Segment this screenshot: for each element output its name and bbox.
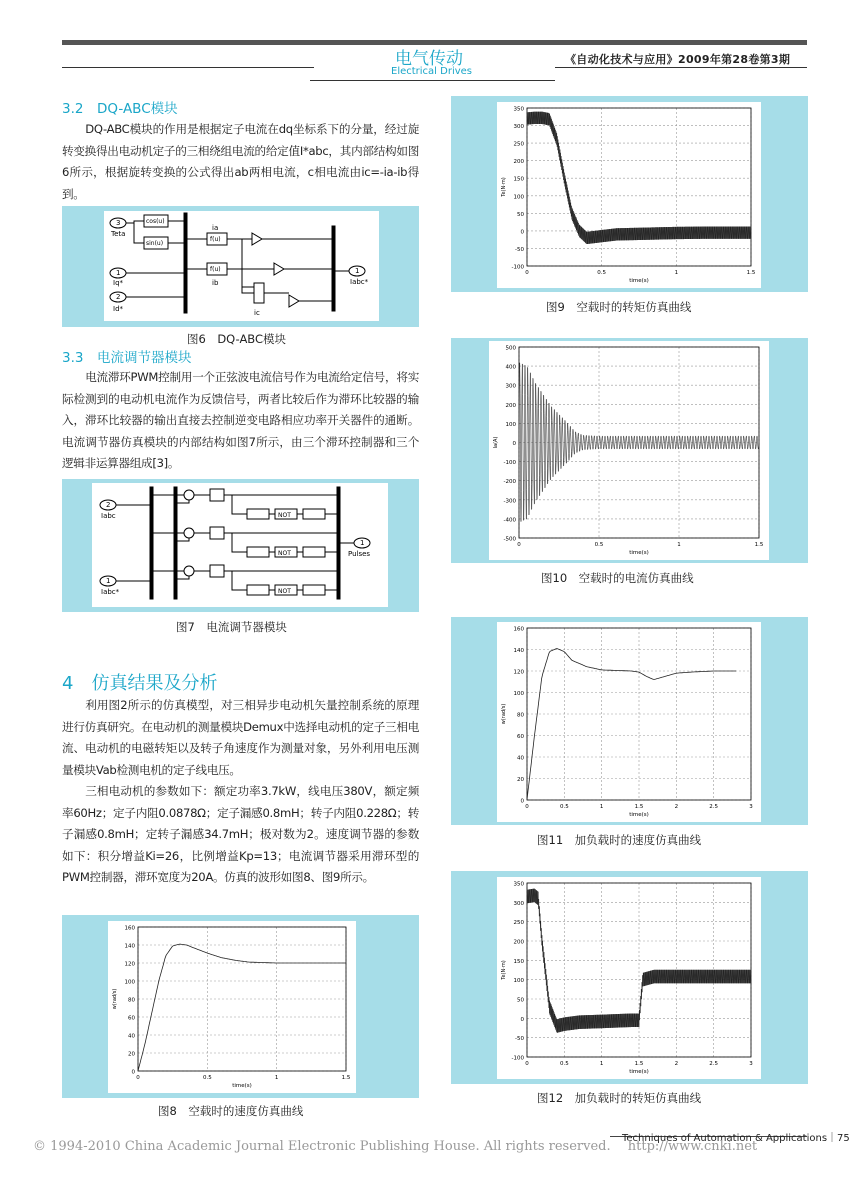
fig9-caption: 图9 空载时的转矩仿真曲线 [546, 300, 692, 314]
fig11-xtick-label: 2 [674, 804, 679, 810]
fig6-frame [62, 206, 419, 327]
fig9-ytick-label: 100 [513, 194, 524, 201]
fig8-ytick-label: 60 [128, 1015, 135, 1022]
header-rule-left [62, 67, 314, 68]
fig6-fu1: f(u) [210, 236, 221, 243]
fig10-ytick-label: 500 [505, 345, 516, 352]
fig12-xtick-label: 1 [599, 1061, 604, 1067]
fig8-ytick-label: 120 [124, 961, 135, 968]
fig6-diagram [104, 211, 379, 321]
fig11-xtick-label: 1.5 [634, 804, 644, 810]
fig10-ytick-label: -100 [503, 460, 516, 467]
para-4-p1: 利用图2所示的仿真模型，对三相异步电动机矢量控制系统的原理进行仿真研究。在电动机的测量模块Demux中选择电动机的定子三相电流、电动机的电磁转矩以及转子角速度作为测量对象，另外利用电压测量模块Vab检测电机的定子线电压。 [62, 698, 419, 777]
fig9-ytick-label: -100 [511, 264, 524, 271]
para-3-2 [62, 119, 419, 205]
fig11-ytick-label: 120 [513, 669, 524, 676]
fig6-fu2: f(u) [210, 266, 221, 273]
fig11-ytick-label: 0 [520, 798, 524, 805]
fig10-ytick-label: -300 [503, 498, 516, 505]
para-3-2-text: DQ-ABC模块的作用是根据定子电流在dq坐标系下的分量，经过旋转变换得出电动机定子的三相绕组电流的给定值I*abc，其内部结构如图6所示，根据旋转变换的公式得出ab两相电流，c相电流由ic=-ia-ib得到。 [62, 122, 419, 201]
fig12-ytick-label: 50 [517, 997, 524, 1004]
heading-4: 4 仿真结果及分析 [62, 673, 218, 694]
fig12-ytick-label: -50 [515, 1036, 524, 1043]
fig8-caption: 图8 空载时的速度仿真曲线 [158, 1104, 304, 1118]
fig11-series-line [527, 649, 736, 800]
fig8-ytick-label: 0 [131, 1069, 135, 1076]
fig7-caption: 图7 电流调节器模块 [176, 620, 287, 634]
header-rule-right [555, 67, 807, 68]
fig8-ytick-label: 20 [128, 1051, 135, 1058]
fig10-xlabel: time(s) [629, 550, 649, 556]
fig8-ytick-label: 40 [128, 1033, 135, 1040]
fig9-axes-box [527, 108, 751, 266]
fig9-xtick-label: 0.5 [597, 270, 607, 276]
fig7-in2: 2 [106, 501, 111, 509]
fig12-ytick-label: 250 [513, 920, 524, 927]
fig7-out1: 1 [360, 539, 365, 547]
fig11-ytick-label: 140 [513, 648, 524, 654]
fig9-ytick-label: 350 [513, 106, 524, 113]
fig11-xtick-label: 3 [749, 804, 753, 810]
fig11-ytick-label: 160 [513, 626, 524, 633]
fig9-chart [497, 102, 761, 288]
fig12-xtick-label: 1.5 [634, 1061, 644, 1067]
fig8-chart [108, 921, 356, 1093]
fig6-ic: ic [254, 309, 260, 317]
fig6-in2: 2 [116, 293, 121, 301]
fig12-ytick-label: 350 [513, 881, 524, 888]
fig12-ytick-label: -100 [511, 1055, 524, 1062]
fig11-ytick-label: 60 [517, 734, 524, 740]
fig9-xlabel: time(s) [629, 278, 649, 284]
fig11-ytick-label: 80 [517, 712, 524, 719]
fig10-ytick-label: 0 [512, 441, 516, 447]
para-3-3 [62, 367, 419, 475]
fig12-ytick-label: 300 [513, 900, 524, 907]
fig6-in1: 1 [116, 269, 121, 277]
fig8-xtick-label: 0.5 [202, 1075, 212, 1081]
heading-3-3: 3.3 电流调节器模块 [62, 350, 192, 366]
fig9-series-line [527, 112, 751, 244]
fig10-xtick-label: 1.5 [754, 542, 764, 548]
fig9-ytick-label: 250 [513, 141, 524, 148]
fig12-xlabel: time(s) [629, 1069, 649, 1075]
fig10-ytick-label: 200 [505, 402, 516, 409]
section-title-en: Electrical Drives [391, 66, 473, 77]
fig9-ytick-label: 50 [517, 211, 524, 218]
journal-info: 《自动化技术与应用》2009年第28卷第3期 [565, 53, 791, 66]
fig12-frame [451, 871, 808, 1084]
fig10-ytick-label: 300 [505, 383, 516, 390]
fig7-not1: NOT [278, 512, 291, 519]
fig12-ytick-label: 150 [513, 958, 524, 965]
fig12-xtick-label: 2.5 [709, 1061, 719, 1067]
fig9-ytick-label: 0 [520, 229, 524, 236]
heading-3-2: 3.2 DQ-ABC模块 [62, 101, 178, 117]
fig10-ytick-label: 400 [505, 364, 516, 371]
fig10-series-line [519, 363, 759, 522]
fig8-xtick-label: 1 [274, 1075, 279, 1081]
fig7-not3: NOT [278, 588, 291, 595]
fig8-frame [62, 915, 419, 1098]
fig6-iabc: Iabc* [350, 278, 369, 286]
fig7-diagram [92, 483, 388, 607]
fig10-frame [451, 338, 808, 563]
fig11-frame [451, 617, 808, 825]
fig6-ib: ib [212, 279, 219, 287]
fig12-xtick-label: 3 [749, 1061, 753, 1067]
fig10-xtick-label: 1 [677, 542, 681, 548]
fig7-not2: NOT [278, 550, 291, 557]
fig8-ytick-label: 160 [124, 925, 135, 932]
fig6-sin: sin(u) [146, 240, 164, 247]
fig7-iabc: Iabc [101, 512, 116, 520]
fig8-ytick-label: 140 [124, 943, 135, 950]
fig10-ytick-label: -200 [503, 479, 516, 486]
copyright: © 1994-2010 China Academic Journal Electronic Publishing House. All rights reserved. http://www.cnki.net [33, 1139, 758, 1154]
fig6-svg [104, 211, 379, 321]
fig9-ylabel: Te(N·m) [501, 177, 507, 197]
fig12-xtick-label: 0 [525, 1061, 529, 1067]
fig11-xtick-label: 1 [599, 804, 604, 810]
fig9-ytick-label: 200 [513, 159, 524, 166]
fig10-ytick-label: 100 [505, 421, 516, 428]
fig8-xtick-label: 0 [136, 1075, 140, 1081]
fig6-in3: 3 [116, 219, 121, 227]
fig9-ytick-label: 150 [513, 176, 524, 183]
fig9-ytick-label: 300 [513, 124, 524, 131]
para-3-3-text: 电流滞环PWM控制用一个正弦波电流信号作为电流给定信号，将实际检测到的电动机电流作为反馈信号，两者比较后作为滞环比较器的输入，滞环比较器的输出直接去控制逆变电路相应功率开关器件的通断。电流调节器仿真模块的内部结构如图7所示，由三个滞环控制器和三个逻辑非运算器组成[3]。 [62, 370, 419, 470]
fig11-ytick-label: 40 [517, 755, 524, 762]
fig9-frame [451, 96, 808, 292]
para-4-p2: 三相电动机的参数如下：额定功率3.7kW，线电压380V，额定频率60Hz；定子内阻0.0878Ω；定子漏感0.8mH；转子内阻0.228Ω；转子漏感0.8mH；定转子漏感34.7mH；极对数为2。速度调节器的参数如下：积分增益Ki=26，比例增益Kp=13；电流调节器采用滞环型的PWM控制器，滞环宽度为20A。仿真的波形如图8、图9所示。 [62, 784, 419, 884]
fig9-xtick-label: 1 [674, 270, 679, 276]
fig11-xtick-label: 2.5 [709, 804, 719, 810]
fig9-xtick-label: 0 [525, 270, 529, 276]
fig7-in1: 1 [106, 577, 111, 585]
fig8-ytick-label: 80 [128, 997, 135, 1004]
fig7-svg [92, 483, 388, 607]
header-rule-center [310, 80, 555, 81]
fig10-xtick-label: 0.5 [594, 542, 604, 548]
fig11-ytick-label: 20 [517, 777, 524, 783]
fig10-ylabel: Ia(A) [493, 436, 499, 449]
fig11-xlabel: time(s) [629, 812, 649, 818]
fig12-ytick-label: 0 [520, 1016, 524, 1023]
fig9-ytick-label: -50 [515, 246, 524, 253]
fig6-teta: Teta [111, 230, 126, 238]
fig7-pulses: Pulses [348, 550, 371, 558]
fig8-ytick-label: 100 [124, 979, 135, 986]
fig10-xtick-label: 0 [517, 542, 521, 548]
fig11-ylabel: w(rad/s) [501, 703, 507, 725]
fig10-chart [489, 341, 769, 560]
fig10-ytick-label: -500 [503, 536, 516, 543]
fig11-ytick-label: 100 [513, 691, 524, 697]
fig7-iabcs: Iabc* [101, 588, 120, 596]
fig10-caption: 图10 空载时的电流仿真曲线 [541, 571, 694, 585]
fig6-id: Id* [113, 305, 124, 313]
fig12-xtick-label: 0.5 [559, 1061, 569, 1067]
fig11-caption: 图11 加负载时的速度仿真曲线 [537, 833, 702, 847]
fig7-frame [62, 479, 419, 612]
fig12-chart [497, 877, 761, 1079]
fig12-ytick-label: 100 [513, 978, 524, 985]
fig12-ytick-label: 200 [513, 939, 524, 946]
para-4 [62, 695, 419, 889]
fig11-chart [497, 622, 761, 822]
fig9-xtick-label: 1.5 [746, 270, 756, 276]
fig6-out1: 1 [355, 267, 360, 275]
fig10-ytick-label: -400 [503, 517, 516, 524]
fig8-ylabel: w(rad/s) [112, 988, 118, 1010]
fig12-ylabel: Te(N·m) [501, 960, 507, 980]
fig6-caption: 图6 DQ-ABC模块 [187, 332, 287, 346]
fig12-caption: 图12 加负载时的转矩仿真曲线 [537, 1091, 702, 1105]
fig6-ia: ia [212, 224, 219, 232]
fig6-iq: Iq* [113, 279, 124, 287]
fig11-xtick-label: 0.5 [559, 804, 569, 810]
section-title-cn: 电气传动 [395, 49, 463, 69]
fig11-xtick-label: 0 [525, 804, 529, 810]
footer-journal: Techniques of Automation & Applications｜75 [622, 1133, 850, 1144]
fig8-xtick-label: 1.5 [341, 1075, 351, 1081]
fig6-cos: cos(u) [146, 218, 165, 225]
fig8-xlabel: time(s) [232, 1083, 252, 1089]
fig12-xtick-label: 2 [674, 1061, 679, 1067]
